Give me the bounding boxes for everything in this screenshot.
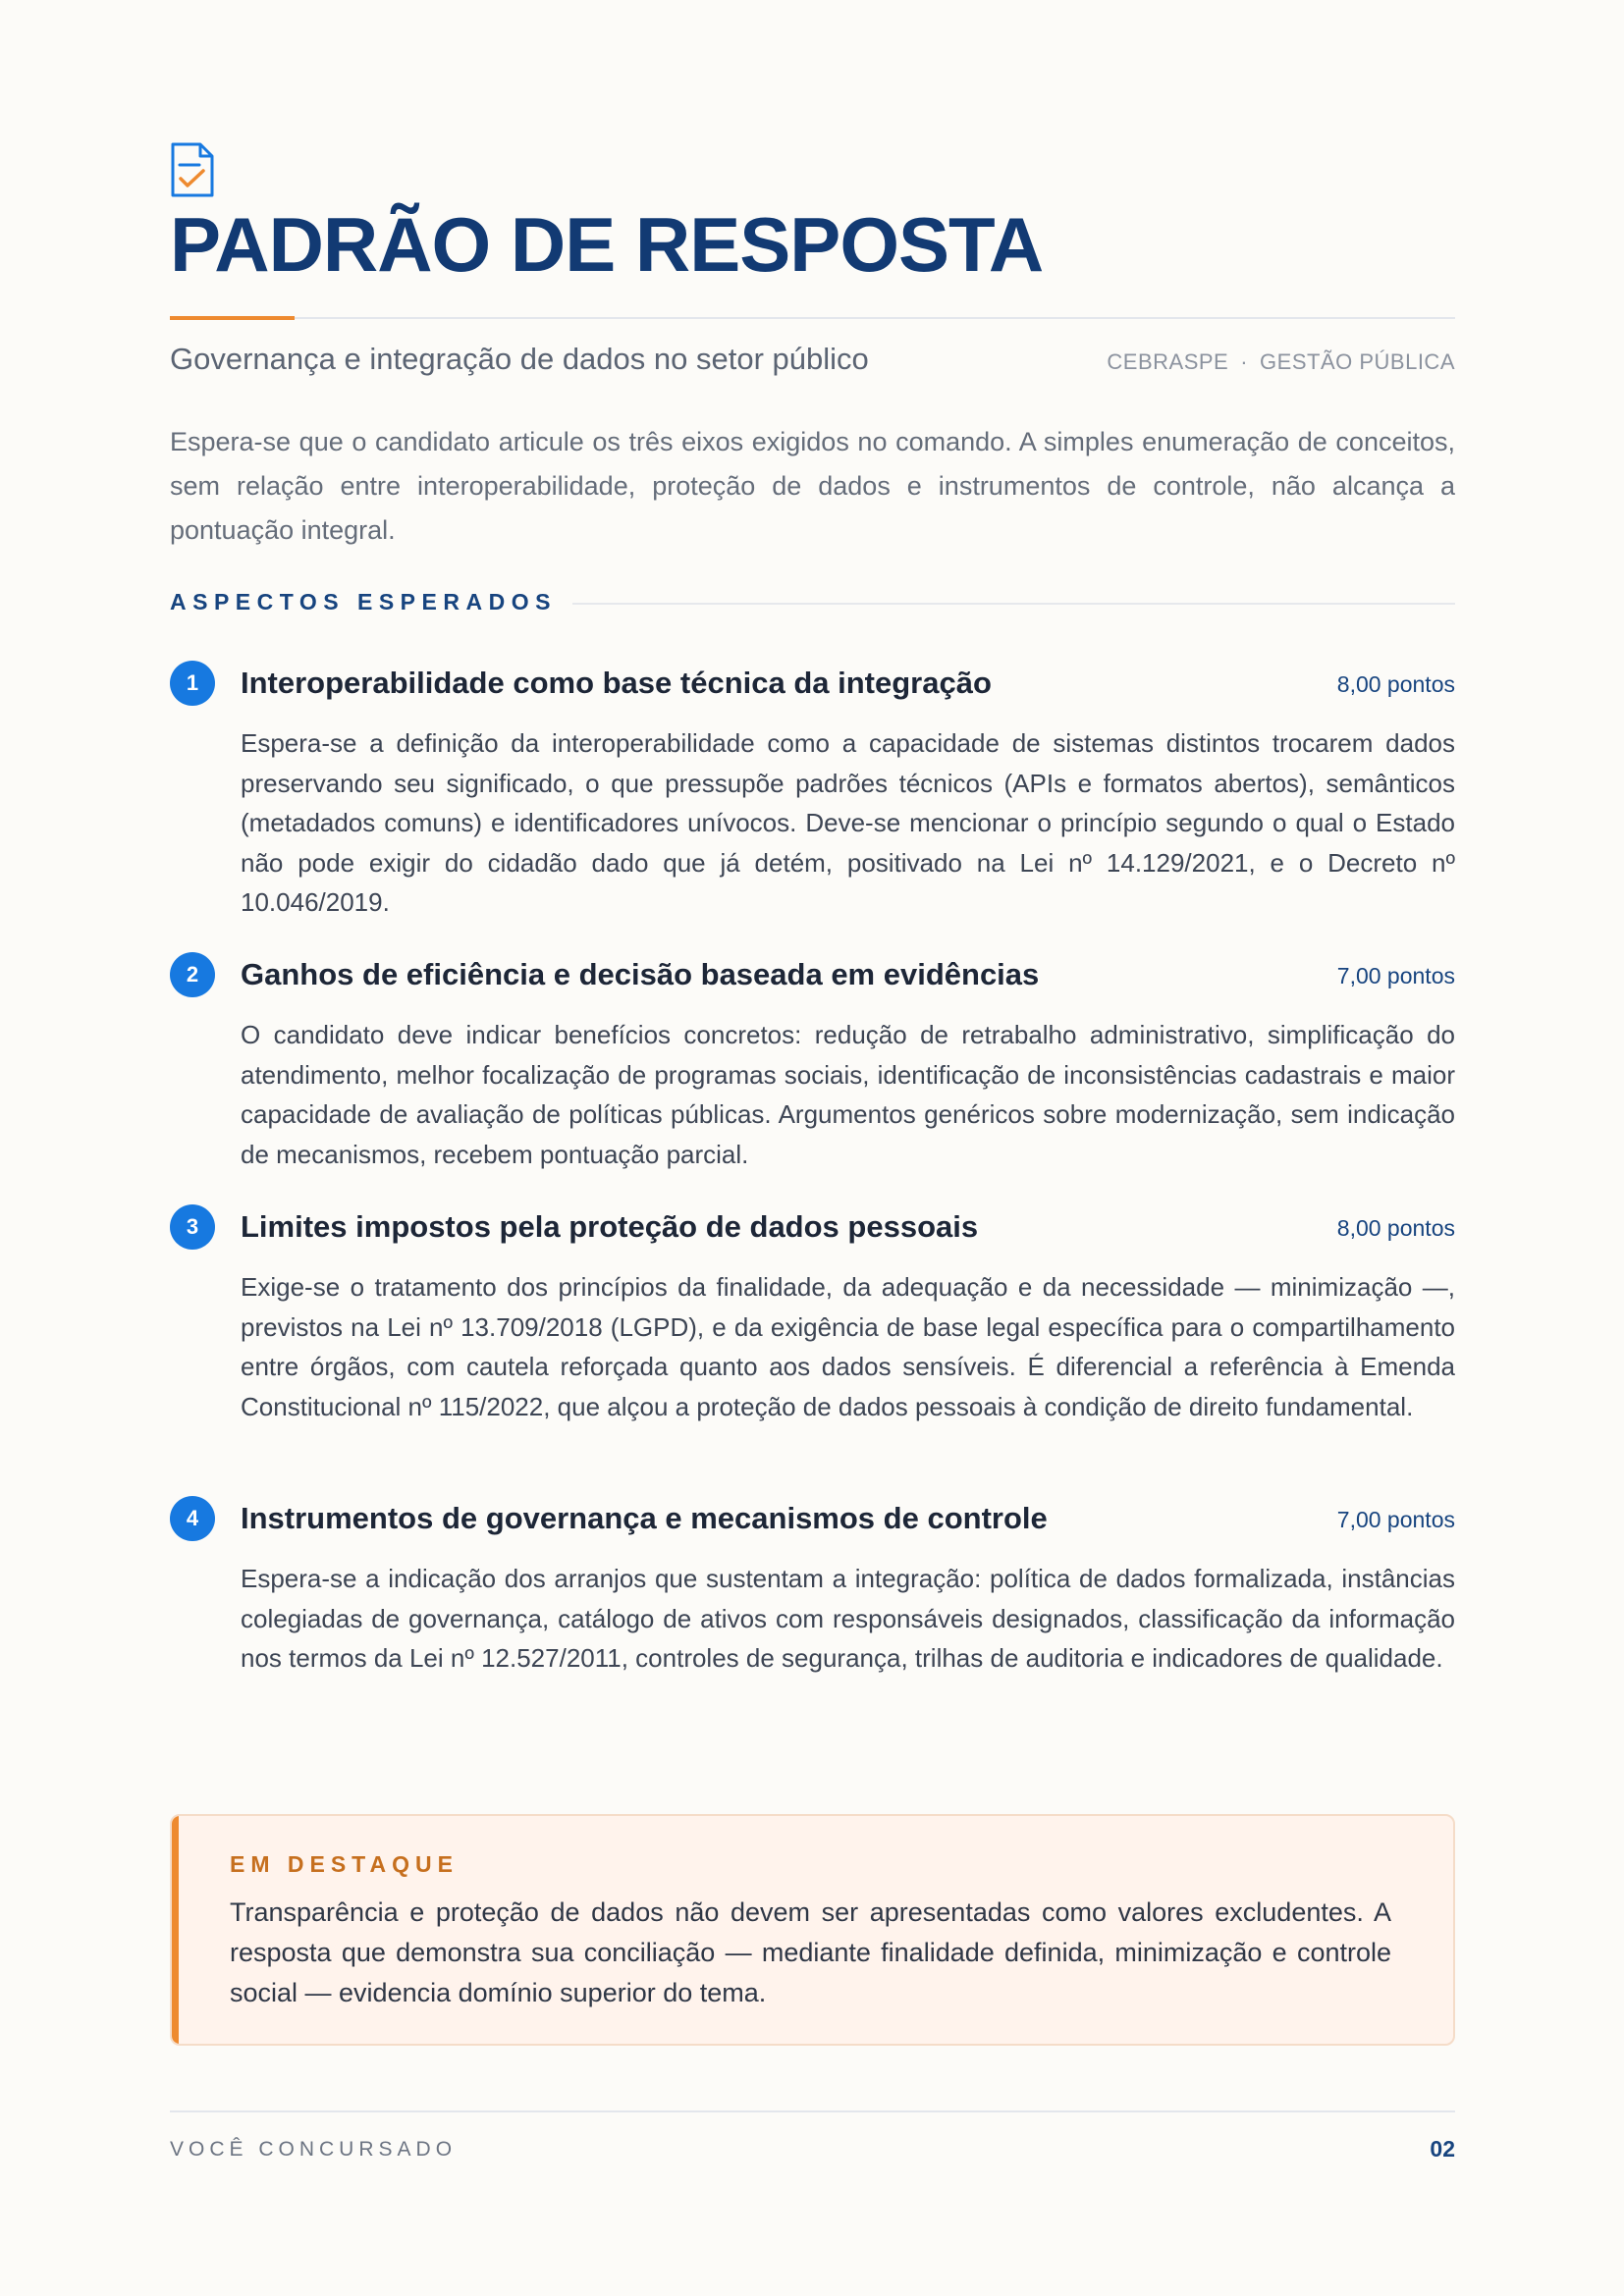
highlight-label: EM DESTAQUE xyxy=(230,1851,459,1877)
item-title: Limites impostos pela proteção de dados pessoais xyxy=(241,1209,979,1244)
item-body: Espera-se a definição da interoperabilidade como a capacidade de sistemas distintos trocarem dados preservando seu significado, o que pressupõe padrões técnicos (APIs e formatos abertos), semânticos (metadados comuns) e identificadores unívocos. Deve-se mencionar o princípio segundo o qual o Estado não pode exigir do cidadão dado que já detém, positivado na Lei nº 14.129/2021, e o Decreto nº 10.046/2019. xyxy=(241,728,1455,917)
item-number-badge: 2 xyxy=(170,952,215,997)
item-body: O candidato deve indicar benefícios concretos: redução de retrabalho administrativo, simplificação do atendimento, melhor focalização de programas sociais, identificação de inconsistências cadastrais e maior capacidade de avaliação de políticas públicas. Argumentos genéricos sobre modernização, sem indicação de mecanismos, recebem pontuação parcial. xyxy=(241,1020,1455,1169)
item-points: 8,00 pontos xyxy=(1336,671,1455,697)
item-number-badge: 4 xyxy=(170,1496,215,1541)
item-number-badge: 1 xyxy=(170,661,215,706)
header-meta xyxy=(1107,349,1455,375)
page-title: PADRÃO DE RESPOSTA xyxy=(170,201,1044,288)
title-divider xyxy=(170,317,1455,319)
page-number: 02 xyxy=(1430,2136,1455,2162)
item-points: 7,00 pontos xyxy=(1336,1507,1455,1532)
item-body: Exige-se o tratamento dos princípios da finalidade, da adequação e da necessidade — minimização —, previstos na Lei nº 13.709/2018 (LGPD), e da exigência de base legal específica para o compartilhamento entre órgãos, com cautela reforçada quanto aos dados sensíveis. É diferencial a referência à Emenda Constitucional nº 115/2022, que alçou a proteção de dados pessoais à condição de direito fundamental. xyxy=(241,1272,1455,1421)
item-title: Ganhos de eficiência e decisão baseada em evidências xyxy=(241,957,1040,991)
item-title: Instrumentos de governança e mecanismos de controle xyxy=(241,1501,1048,1535)
item-title: Interoperabilidade como base técnica da integração xyxy=(241,666,992,700)
section-heading xyxy=(170,589,1455,618)
intro-paragraph: Espera-se que o candidato articule os três eixos exigidos no comando. A simples enumeração de conceitos, sem relação entre interoperabilidade, proteção de dados e instrumentos de controle, não alcança a pontuação integral. xyxy=(170,427,1455,545)
highlight-text: Transparência e proteção de dados não devem ser apresentadas como valores excludentes. A resposta que demonstra sua conciliação — mediante finalidade definida, minimização e controle social — evidencia domínio superior do tema. xyxy=(230,1897,1391,2007)
document-check-icon xyxy=(170,141,215,198)
highlight-box xyxy=(170,1814,1455,2046)
item-points: 7,00 pontos xyxy=(1336,963,1455,988)
title-accent-bar xyxy=(170,316,295,320)
page-subtitle: Governança e integração de dados no setor público xyxy=(170,342,869,376)
meta-area: GESTÃO PÚBLICA xyxy=(1260,349,1455,374)
meta-org: CEBRASPE xyxy=(1107,349,1229,374)
highlight-accent-bar xyxy=(172,1816,179,2044)
item-points: 8,00 pontos xyxy=(1336,1215,1455,1241)
meta-separator: · xyxy=(1240,349,1249,374)
footer-divider xyxy=(170,2110,1455,2112)
section-divider xyxy=(572,603,1455,605)
item-body: Espera-se a indicação dos arranjos que sustentam a integração: política de dados formalizada, instâncias colegiadas de governança, catálogo de ativos com responsáveis designados, classificação da informação nos termos da Lei nº 12.527/2011, controles de segurança, trilhas de auditoria e indicadores de qualidade. xyxy=(241,1564,1455,1673)
footer-brand: VOCÊ CONCURSADO xyxy=(170,2138,458,2161)
section-label: ASPECTOS ESPERADOS xyxy=(170,589,557,614)
item-number-badge: 3 xyxy=(170,1204,215,1250)
